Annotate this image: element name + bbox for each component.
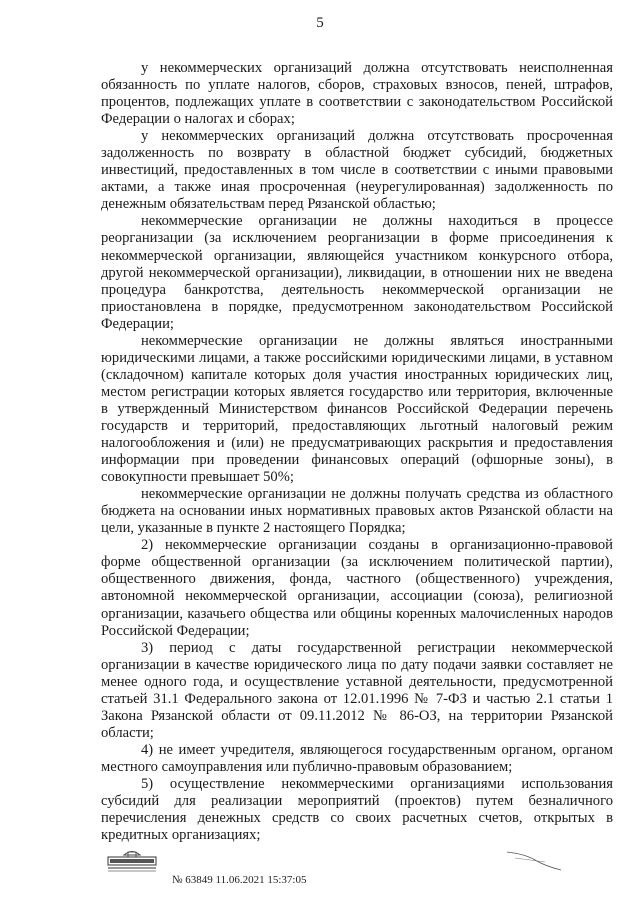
document-body: [101, 60, 613, 844]
paragraph-5: некоммерческие организации не должны получать средства из областного бюджета на основании иных нормативных правовых актов Рязанской области на цели, указанные в пункте 2 настоящего Порядка;: [101, 486, 613, 537]
paragraph-2: у некоммерческих организаций должна отсутствовать просроченная задолженность по возврату в областной бюджет субсидий, бюджетных инвестиций, предоставленных в том числе в соответствии с иными правовыми актами, а также иная просроченная (неурегулированная) задолженность по денежным обязательствам перед Рязанской областью;: [101, 128, 613, 213]
paragraph-3: некоммерческие организации не должны находиться в процессе реорганизации (за исключением реорганизации в форме присоединения к некоммерческой организации, являющейся участником конкурсного отбора, другой некоммерческой организации), ликвидации, в отношении них не введена процедура банкротства, деятельность некоммерческой организации не приостановлена в порядке, предусмотренном законодательством Российской Федерации;: [101, 213, 613, 332]
page-number: 5: [316, 15, 324, 31]
paragraph-6: 2) некоммерческие организации созданы в организационно-правовой форме общественной организации (за исключением политической партии), общественного движения, фонда, частного (общественного) учреждения, автономной некоммерческой организации, ассоциации (союза), религиозной организации, казачьего общества или общины коренных малочисленных народов Российской Федерации;: [101, 537, 613, 639]
electronic-document-logo: [104, 848, 160, 874]
paragraph-7: 3) период с даты государственной регистрации некоммерческой организации в качестве юридического лица по дату подачи заявки составляет не менее одного года, и осуществление уставной деятельности, предусмотренной статьей 31.1 Федерального закона от 12.01.1996 № 7-ФЗ и частью 2.1 статьи 1 Закона Рязанской области от 09.11.2012 № 86-ОЗ, на территории Рязанской области;: [101, 639, 613, 741]
paragraph-8: 4) не имеет учредителя, являющегося государственным органом, органом местного самоуправления или публично-правовым образованием;: [101, 741, 613, 775]
pen-mark: [505, 848, 565, 878]
paragraph-4: некоммерческие организации не должны являться иностранными юридическими лицами, а также российскими юридическими лицами, в уставном (складочном) капитале которых доля участия иностранных юридических лиц, местом регистрации которых является государство или территория, включенные в утвержденный Министерством финансов Российской Федерации перечень государств и территорий, предоставляющих льготный налоговый режим налогообложения и (или) не предусматривающих раскрытия и предоставления информации при проведении финансовых операций (офшорные зоны), в совокупности превышает 50%;: [101, 332, 613, 486]
paragraph-9: 5) осуществление некоммерческими организациями использования субсидий для реализации мероприятий (проектов) путем безналичного перечисления денежных средств со своих расчетных счетов, открытых в кредитных организациях;: [101, 775, 613, 844]
registration-stamp: № 63849 11.06.2021 15:37:05: [172, 874, 307, 886]
paragraph-1: у некоммерческих организаций должна отсутствовать неисполненная обязанность по уплате налогов, сборов, страховых взносов, пеней, штрафов, процентов, подлежащих уплате в соответствии с законодательством Российской Федерации о налогах и сборах;: [101, 60, 613, 128]
